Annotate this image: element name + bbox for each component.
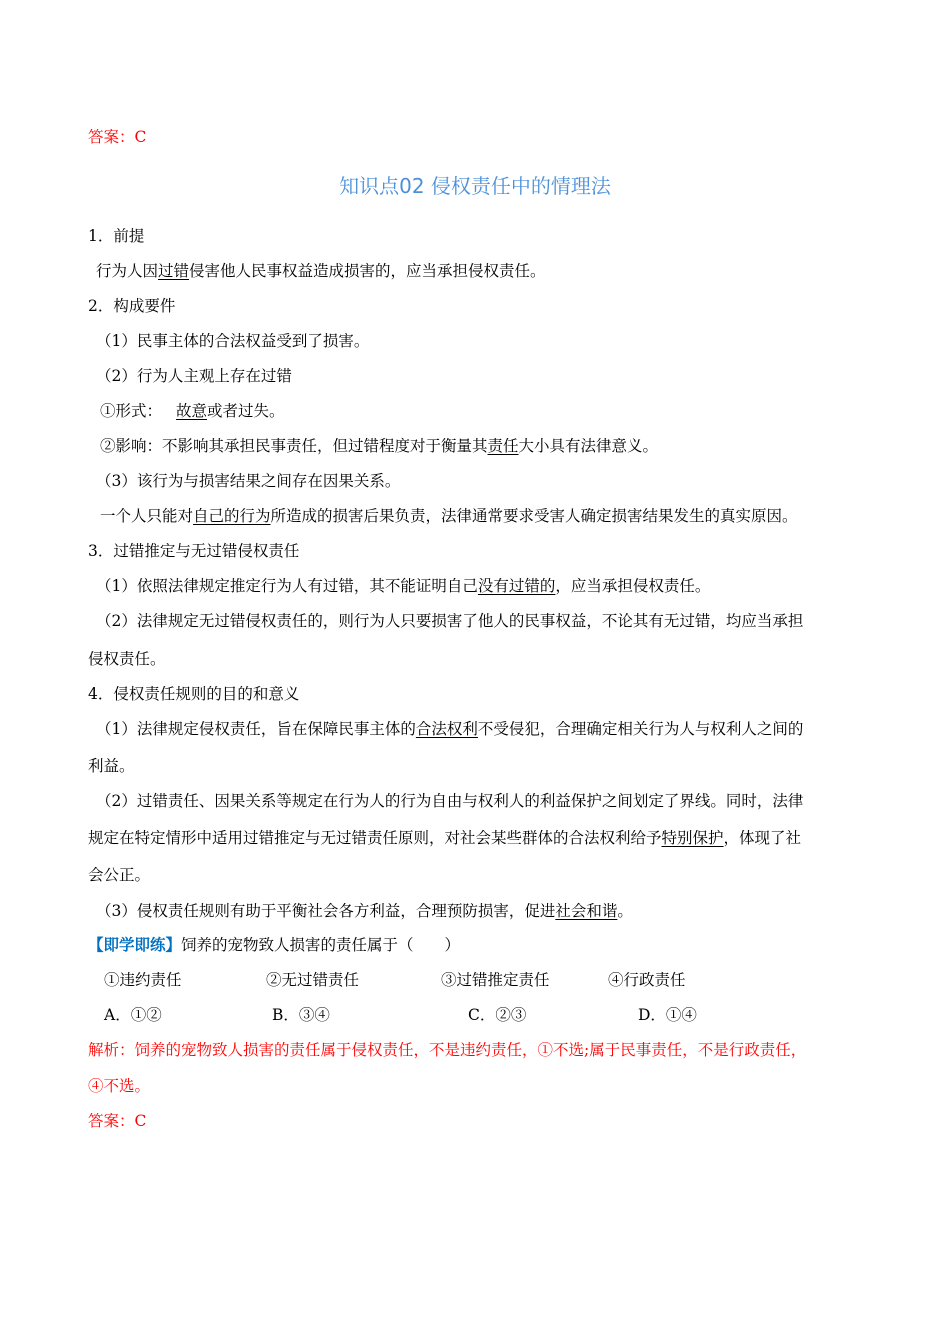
p3-item-2-line-2: 侵权责任。 <box>88 650 166 668</box>
p2-item-2: （2）行为人主观上存在过错 <box>96 367 292 385</box>
practice-tag: 【即学即练】 <box>88 935 182 954</box>
practice-question: 【即学即练】饲养的宠物致人损害的责任属于（ ） <box>88 935 461 954</box>
choice-item-1: ①违约责任 <box>104 971 182 989</box>
top-answer: 答案：C <box>88 128 147 146</box>
underlined-term: 合法权利 <box>415 720 478 738</box>
underlined-term: 没有过错的 <box>477 577 556 595</box>
p2-form: ①形式： 故意或者过失。 <box>100 402 285 420</box>
p4-item-2-line-2: 规定在特定情形中适用过错推定与无过错责任原则，对社会某些群体的合法权利给予特别保护，体现了社 <box>88 829 802 847</box>
p2-item-1: （1）民事主体的合法权益受到了损害。 <box>96 332 370 350</box>
underlined-term: 过错 <box>158 262 190 280</box>
p2-heading: 2．构成要件 <box>88 297 176 315</box>
p1-text: 行为人因过错侵害他人民事权益造成损害的，应当承担侵权责任。 <box>96 262 546 280</box>
option-c: C．②③ <box>468 1006 527 1024</box>
p1-heading: 1．前提 <box>88 227 145 245</box>
underlined-term: 特别保护 <box>661 829 724 847</box>
analysis-line-1: 解析：饲养的宠物致人损害的责任属于侵权责任，不是违约责任，①不选;属于民事责任，不是行政责任， <box>88 1041 807 1059</box>
option-d: D．①④ <box>638 1006 697 1024</box>
option-b: B．③④ <box>272 1006 330 1024</box>
p4-item-3: （3）侵权责任规则有助于平衡社会各方利益，合理预防损害，促进社会和谐。 <box>96 902 633 920</box>
underlined-term: 自己的行为 <box>193 507 271 525</box>
choice-item-2: ②无过错责任 <box>266 971 360 989</box>
p3-item-1: （1）依照法律规定推定行为人有过错，其不能证明自己没有过错的，应当承担侵权责任。 <box>96 577 711 595</box>
underlined-term: 社会和谐 <box>555 902 618 920</box>
p4-item-2-line-3: 会公正。 <box>88 866 151 884</box>
p3-item-2-line-1: （2）法律规定无过错侵权责任的，则行为人只要损害了他人的民事权益，不论其有无过错，均应当承担 <box>96 612 804 630</box>
section-title: 知识点02 侵权责任中的情理法 <box>339 174 611 198</box>
p2-note: 一个人只能对自己的行为所造成的损害后果负责，法律通常要求受害人确定损害结果发生的真实原因。 <box>100 507 798 525</box>
bottom-answer: 答案：C <box>88 1112 147 1130</box>
underlined-term: 故意 <box>176 402 208 420</box>
p4-item-2-line-1: （2）过错责任、因果关系等规定在行为人的行为自由与权利人的利益保护之间划定了界线。同时，法律 <box>96 792 804 810</box>
p2-impact: ②影响：不影响其承担民事责任，但过错程度对于衡量其责任大小具有法律意义。 <box>100 437 659 455</box>
analysis-line-2: ④不选。 <box>88 1077 151 1095</box>
p2-item-3: （3）该行为与损害结果之间存在因果关系。 <box>96 472 401 490</box>
p4-item-1-line-1: （1）法律规定侵权责任，旨在保障民事主体的合法权利不受侵犯，合理确定相关行为人与权利人之间的 <box>96 720 804 738</box>
choice-item-4: ④行政责任 <box>608 971 686 989</box>
choice-item-3: ③过错推定责任 <box>441 971 550 989</box>
option-a: A．①② <box>104 1006 162 1024</box>
underlined-term: 责任 <box>487 437 519 455</box>
p4-heading: 4．侵权责任规则的目的和意义 <box>88 685 300 703</box>
p3-heading: 3．过错推定与无过错侵权责任 <box>88 542 300 560</box>
p4-item-1-line-2: 利益。 <box>88 757 135 775</box>
